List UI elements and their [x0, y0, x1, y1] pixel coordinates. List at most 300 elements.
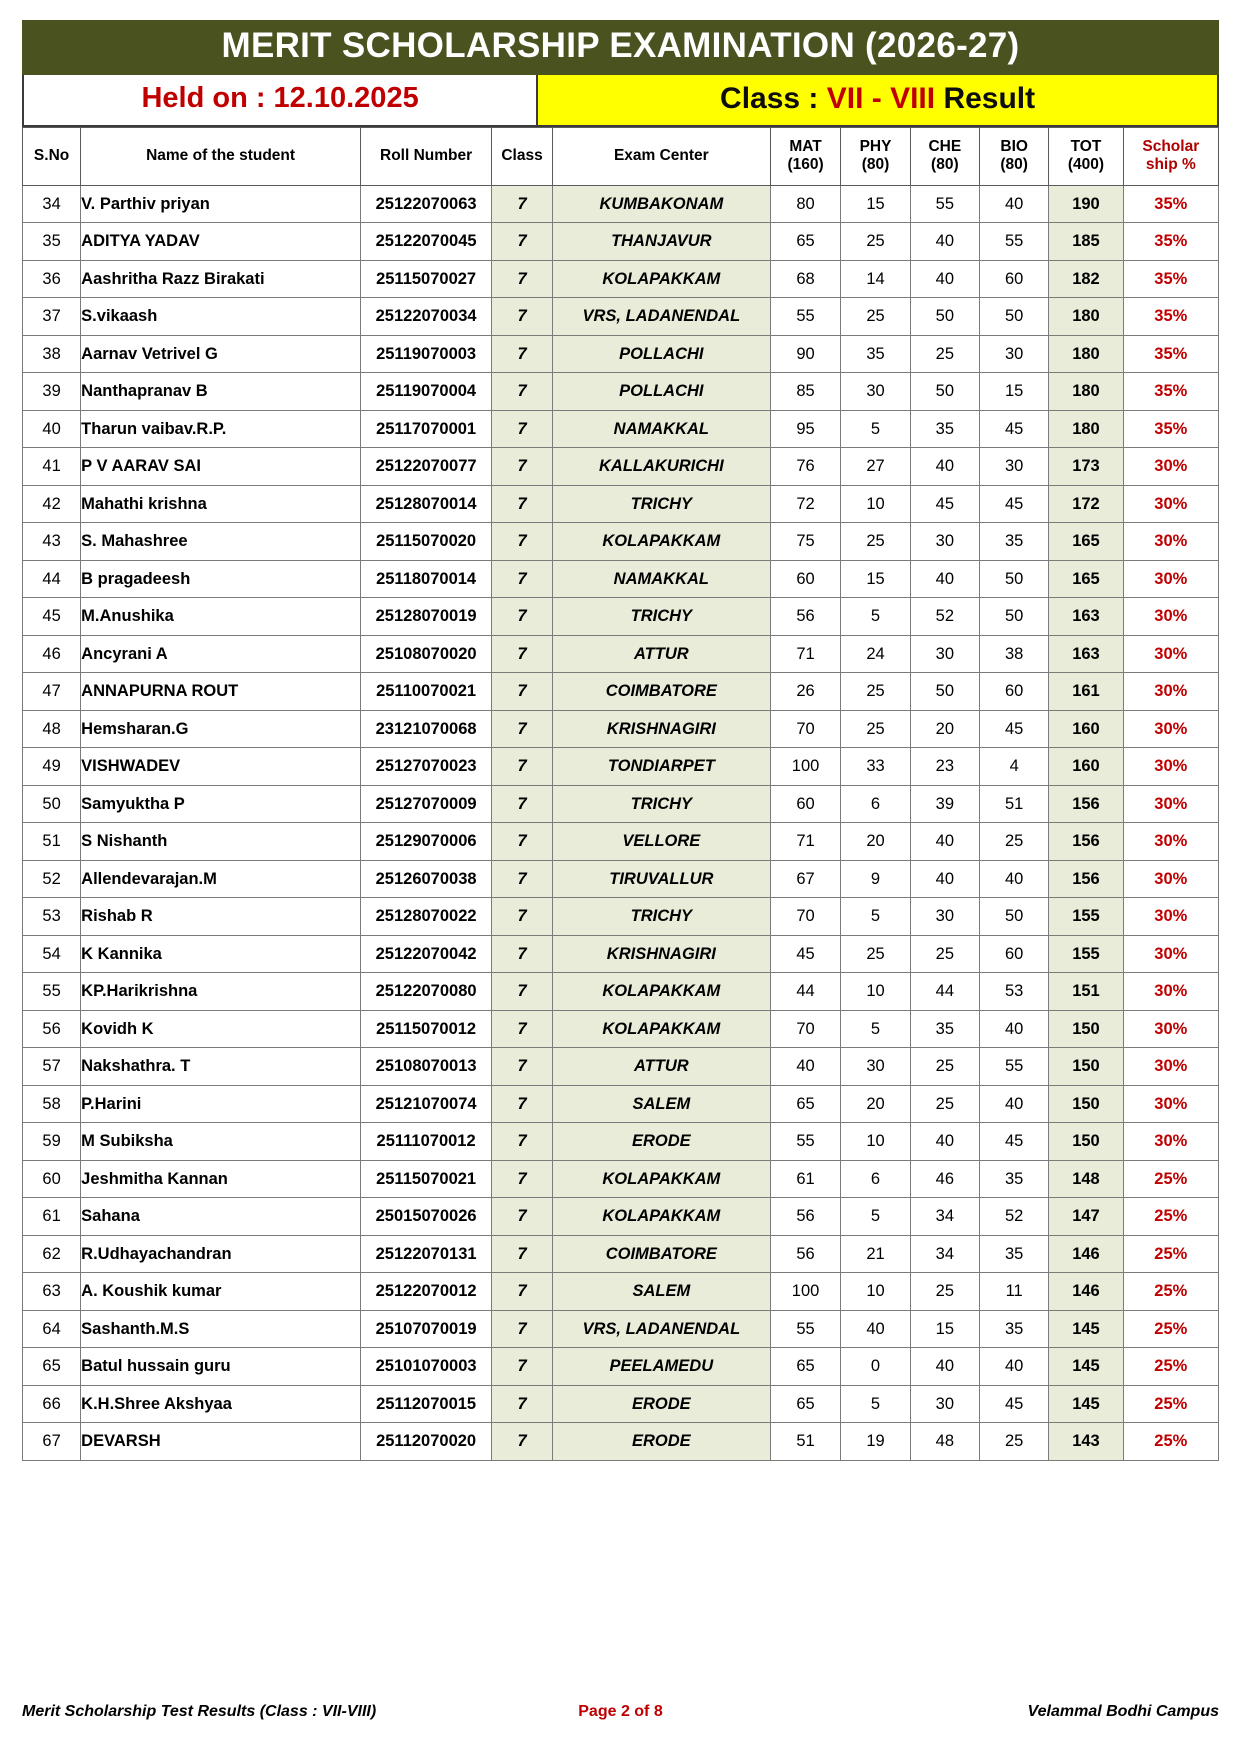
table-row [23, 523, 1219, 561]
student-total-score: 160 [1049, 710, 1123, 748]
column-header-phy-label: PHY [859, 138, 892, 156]
student-name: K Kannika [81, 935, 361, 973]
student-name: KP.Harikrishna [81, 973, 361, 1011]
student-mat-score: 60 [770, 560, 841, 598]
student-serial-number: 54 [23, 935, 81, 973]
table-row [23, 860, 1219, 898]
student-mat-score: 55 [770, 1310, 841, 1348]
student-phy-score: 25 [841, 523, 910, 561]
student-exam-center: SALEM [552, 1085, 770, 1123]
student-phy-score: 10 [841, 485, 910, 523]
student-serial-number: 63 [23, 1273, 81, 1311]
student-che-score: 50 [910, 298, 979, 336]
column-header-scholarship [1123, 127, 1218, 185]
student-class: 7 [492, 1010, 553, 1048]
page-title: MERIT SCHOLARSHIP EXAMINATION (2026-27) [22, 20, 1219, 75]
page-footer [22, 1703, 1219, 1721]
student-scholarship-percent: 30% [1123, 1123, 1218, 1161]
column-header-center-label: Exam Center [613, 147, 709, 165]
student-scholarship-percent: 25% [1123, 1198, 1218, 1236]
table-row [23, 1010, 1219, 1048]
student-exam-center: TRICHY [552, 598, 770, 636]
student-name: P.Harini [81, 1085, 361, 1123]
results-table [22, 127, 1219, 1461]
student-mat-score: 67 [770, 860, 841, 898]
student-che-score: 39 [910, 785, 979, 823]
table-row [23, 448, 1219, 486]
student-class: 7 [492, 560, 553, 598]
table-row [23, 335, 1219, 373]
student-phy-score: 33 [841, 748, 910, 786]
column-header-tot [1049, 127, 1123, 185]
student-total-score: 182 [1049, 260, 1123, 298]
student-name: V. Parthiv priyan [81, 185, 361, 223]
footer-page-number: Page 2 of 8 [578, 1703, 663, 1720]
student-serial-number: 57 [23, 1048, 81, 1086]
student-bio-score: 55 [980, 1048, 1049, 1086]
column-header-che-max: (80) [931, 156, 959, 174]
table-row [23, 898, 1219, 936]
student-mat-score: 40 [770, 1048, 841, 1086]
student-mat-score: 26 [770, 673, 841, 711]
student-name: Hemsharan.G [81, 710, 361, 748]
student-mat-score: 75 [770, 523, 841, 561]
student-roll-number: 25122070063 [360, 185, 491, 223]
student-serial-number: 40 [23, 410, 81, 448]
student-exam-center: NAMAKKAL [552, 410, 770, 448]
student-name: ANNAPURNA ROUT [81, 673, 361, 711]
student-total-score: 165 [1049, 560, 1123, 598]
student-exam-center: ATTUR [552, 635, 770, 673]
student-class: 7 [492, 598, 553, 636]
student-scholarship-percent: 30% [1123, 710, 1218, 748]
student-serial-number: 42 [23, 485, 81, 523]
student-name: P V AARAV SAI [81, 448, 361, 486]
student-che-score: 44 [910, 973, 979, 1011]
student-mat-score: 56 [770, 598, 841, 636]
student-che-score: 30 [910, 898, 979, 936]
student-roll-number: 25122070045 [360, 223, 491, 261]
student-name: Sahana [81, 1198, 361, 1236]
student-che-score: 55 [910, 185, 979, 223]
student-phy-score: 19 [841, 1423, 910, 1461]
student-exam-center: KALLAKURICHI [552, 448, 770, 486]
student-class: 7 [492, 1385, 553, 1423]
student-mat-score: 51 [770, 1423, 841, 1461]
student-total-score: 145 [1049, 1310, 1123, 1348]
student-scholarship-percent: 25% [1123, 1310, 1218, 1348]
table-body [23, 185, 1219, 1460]
table-row [23, 185, 1219, 223]
student-che-score: 40 [910, 860, 979, 898]
student-roll-number: 25117070001 [360, 410, 491, 448]
student-total-score: 146 [1049, 1235, 1123, 1273]
student-class: 7 [492, 1235, 553, 1273]
student-roll-number: 25122070042 [360, 935, 491, 973]
student-scholarship-percent: 30% [1123, 860, 1218, 898]
student-total-score: 180 [1049, 298, 1123, 336]
student-total-score: 156 [1049, 785, 1123, 823]
student-class: 7 [492, 823, 553, 861]
student-class: 7 [492, 1160, 553, 1198]
student-roll-number: 25129070006 [360, 823, 491, 861]
student-class: 7 [492, 785, 553, 823]
column-header-mat [770, 127, 841, 185]
student-scholarship-percent: 25% [1123, 1385, 1218, 1423]
column-header-mat-label: MAT [789, 138, 822, 156]
student-name: B pragadeesh [81, 560, 361, 598]
student-bio-score: 38 [980, 635, 1049, 673]
student-name: VISHWADEV [81, 748, 361, 786]
class-value: VII - VIII [826, 81, 936, 115]
student-name: Samyuktha P [81, 785, 361, 823]
student-scholarship-percent: 30% [1123, 935, 1218, 973]
student-roll-number: 25122070077 [360, 448, 491, 486]
student-serial-number: 41 [23, 448, 81, 486]
student-name: Nanthapranav B [81, 373, 361, 411]
column-header-scholarship-sub: ship % [1145, 156, 1196, 174]
student-bio-score: 50 [980, 598, 1049, 636]
student-mat-score: 44 [770, 973, 841, 1011]
student-exam-center: ERODE [552, 1123, 770, 1161]
student-bio-score: 50 [980, 898, 1049, 936]
student-phy-score: 9 [841, 860, 910, 898]
column-header-tot-max: (400) [1067, 156, 1105, 174]
student-serial-number: 62 [23, 1235, 81, 1273]
student-class: 7 [492, 373, 553, 411]
student-class: 7 [492, 523, 553, 561]
student-serial-number: 59 [23, 1123, 81, 1161]
student-scholarship-percent: 35% [1123, 223, 1218, 261]
student-roll-number: 25112070015 [360, 1385, 491, 1423]
column-header-scholarship-label: Scholar [1142, 138, 1200, 156]
student-mat-score: 65 [770, 1385, 841, 1423]
student-scholarship-percent: 25% [1123, 1160, 1218, 1198]
student-roll-number: 25128070014 [360, 485, 491, 523]
student-che-score: 15 [910, 1310, 979, 1348]
student-name: Ancyrani A [81, 635, 361, 673]
student-bio-score: 40 [980, 1085, 1049, 1123]
student-name: K.H.Shree Akshyaa [81, 1385, 361, 1423]
student-exam-center: TONDIARPET [552, 748, 770, 786]
student-mat-score: 56 [770, 1198, 841, 1236]
student-total-score: 180 [1049, 373, 1123, 411]
student-total-score: 150 [1049, 1123, 1123, 1161]
student-scholarship-percent: 25% [1123, 1348, 1218, 1386]
student-scholarship-percent: 35% [1123, 373, 1218, 411]
student-bio-score: 50 [980, 298, 1049, 336]
student-name: Jeshmitha Kannan [81, 1160, 361, 1198]
student-serial-number: 38 [23, 335, 81, 373]
student-serial-number: 37 [23, 298, 81, 336]
student-che-score: 40 [910, 260, 979, 298]
column-header-roll-label: Roll Number [380, 147, 473, 165]
student-exam-center: SALEM [552, 1273, 770, 1311]
student-serial-number: 45 [23, 598, 81, 636]
student-phy-score: 5 [841, 410, 910, 448]
student-bio-score: 40 [980, 1348, 1049, 1386]
student-che-score: 25 [910, 1085, 979, 1123]
student-total-score: 150 [1049, 1010, 1123, 1048]
student-phy-score: 6 [841, 785, 910, 823]
student-exam-center: NAMAKKAL [552, 560, 770, 598]
student-class: 7 [492, 335, 553, 373]
column-header-phy [841, 127, 910, 185]
table-row [23, 410, 1219, 448]
student-serial-number: 49 [23, 748, 81, 786]
table-row [23, 1385, 1219, 1423]
table-row [23, 1085, 1219, 1123]
student-class: 7 [492, 1123, 553, 1161]
student-bio-score: 45 [980, 485, 1049, 523]
student-che-score: 48 [910, 1423, 979, 1461]
student-exam-center: VRS, LADANENDAL [552, 1310, 770, 1348]
student-serial-number: 50 [23, 785, 81, 823]
student-scholarship-percent: 30% [1123, 973, 1218, 1011]
subheader-row [22, 75, 1219, 127]
student-name: Allendevarajan.M [81, 860, 361, 898]
table-row [23, 1123, 1219, 1161]
table-row [23, 1048, 1219, 1086]
student-bio-score: 40 [980, 1010, 1049, 1048]
student-mat-score: 65 [770, 1085, 841, 1123]
student-total-score: 143 [1049, 1423, 1123, 1461]
student-name: Batul hussain guru [81, 1348, 361, 1386]
student-total-score: 150 [1049, 1048, 1123, 1086]
student-bio-score: 60 [980, 260, 1049, 298]
student-total-score: 145 [1049, 1385, 1123, 1423]
student-phy-score: 30 [841, 373, 910, 411]
student-phy-score: 10 [841, 1123, 910, 1161]
student-phy-score: 15 [841, 560, 910, 598]
student-mat-score: 65 [770, 1348, 841, 1386]
column-header-bio-max: (80) [1000, 156, 1028, 174]
student-class: 7 [492, 860, 553, 898]
student-che-score: 40 [910, 560, 979, 598]
student-exam-center: KRISHNAGIRI [552, 935, 770, 973]
student-che-score: 30 [910, 523, 979, 561]
student-roll-number: 25110070021 [360, 673, 491, 711]
student-che-score: 25 [910, 335, 979, 373]
student-mat-score: 100 [770, 748, 841, 786]
student-name: S Nishanth [81, 823, 361, 861]
student-name: Nakshathra. T [81, 1048, 361, 1086]
table-row [23, 1348, 1219, 1386]
student-phy-score: 20 [841, 823, 910, 861]
student-exam-center: KOLAPAKKAM [552, 1160, 770, 1198]
column-header-phy-max: (80) [861, 156, 890, 174]
student-roll-number: 25107070019 [360, 1310, 491, 1348]
student-phy-score: 5 [841, 1010, 910, 1048]
column-header-che-label: CHE [928, 138, 962, 156]
student-scholarship-percent: 30% [1123, 1010, 1218, 1048]
student-phy-score: 15 [841, 185, 910, 223]
table-row [23, 373, 1219, 411]
table-row [23, 260, 1219, 298]
student-che-score: 25 [910, 935, 979, 973]
class-label-prefix: Class : [720, 81, 827, 115]
student-class: 7 [492, 635, 553, 673]
student-phy-score: 24 [841, 635, 910, 673]
student-name: Rishab R [81, 898, 361, 936]
student-exam-center: KOLAPAKKAM [552, 973, 770, 1011]
student-bio-score: 25 [980, 1423, 1049, 1461]
student-phy-score: 40 [841, 1310, 910, 1348]
student-total-score: 172 [1049, 485, 1123, 523]
student-bio-score: 4 [980, 748, 1049, 786]
student-che-score: 52 [910, 598, 979, 636]
table-row [23, 1198, 1219, 1236]
student-serial-number: 64 [23, 1310, 81, 1348]
student-bio-score: 15 [980, 373, 1049, 411]
table-row [23, 1235, 1219, 1273]
student-bio-score: 30 [980, 335, 1049, 373]
student-serial-number: 55 [23, 973, 81, 1011]
table-row [23, 223, 1219, 261]
student-scholarship-percent: 35% [1123, 185, 1218, 223]
student-serial-number: 43 [23, 523, 81, 561]
student-total-score: 163 [1049, 635, 1123, 673]
student-serial-number: 53 [23, 898, 81, 936]
table-row [23, 710, 1219, 748]
student-exam-center: TRICHY [552, 898, 770, 936]
student-bio-score: 40 [980, 860, 1049, 898]
student-exam-center: ERODE [552, 1423, 770, 1461]
student-roll-number: 25115070020 [360, 523, 491, 561]
column-header-che [910, 127, 979, 185]
table-row [23, 635, 1219, 673]
student-roll-number: 25128070022 [360, 898, 491, 936]
student-roll-number: 25127070023 [360, 748, 491, 786]
student-class: 7 [492, 1348, 553, 1386]
column-header-mat-max: (160) [787, 156, 824, 174]
class-result-label [538, 75, 1217, 127]
student-exam-center: ATTUR [552, 1048, 770, 1086]
student-total-score: 185 [1049, 223, 1123, 261]
table-row [23, 1160, 1219, 1198]
student-exam-center: KOLAPAKKAM [552, 1198, 770, 1236]
student-phy-score: 14 [841, 260, 910, 298]
student-class: 7 [492, 448, 553, 486]
student-total-score: 151 [1049, 973, 1123, 1011]
student-exam-center: COIMBATORE [552, 1235, 770, 1273]
student-class: 7 [492, 935, 553, 973]
student-phy-score: 25 [841, 298, 910, 336]
student-che-score: 35 [910, 410, 979, 448]
column-header-class [492, 127, 553, 185]
student-serial-number: 44 [23, 560, 81, 598]
held-on-label: Held on : 12.10.2025 [24, 75, 538, 127]
student-scholarship-percent: 30% [1123, 523, 1218, 561]
student-exam-center: KUMBAKONAM [552, 185, 770, 223]
student-che-score: 25 [910, 1048, 979, 1086]
student-che-score: 40 [910, 223, 979, 261]
student-phy-score: 27 [841, 448, 910, 486]
student-class: 7 [492, 1085, 553, 1123]
student-bio-score: 35 [980, 1235, 1049, 1273]
student-serial-number: 47 [23, 673, 81, 711]
student-serial-number: 34 [23, 185, 81, 223]
table-row [23, 673, 1219, 711]
student-mat-score: 56 [770, 1235, 841, 1273]
student-class: 7 [492, 1048, 553, 1086]
student-serial-number: 65 [23, 1348, 81, 1386]
student-scholarship-percent: 35% [1123, 335, 1218, 373]
student-phy-score: 0 [841, 1348, 910, 1386]
student-scholarship-percent: 30% [1123, 635, 1218, 673]
student-roll-number: 25108070020 [360, 635, 491, 673]
student-bio-score: 45 [980, 1385, 1049, 1423]
student-che-score: 34 [910, 1235, 979, 1273]
student-name: S. Mahashree [81, 523, 361, 561]
student-mat-score: 68 [770, 260, 841, 298]
student-class: 7 [492, 1310, 553, 1348]
student-serial-number: 61 [23, 1198, 81, 1236]
table-row [23, 1310, 1219, 1348]
student-total-score: 150 [1049, 1085, 1123, 1123]
student-phy-score: 30 [841, 1048, 910, 1086]
student-roll-number: 25127070009 [360, 785, 491, 823]
table-row [23, 298, 1219, 336]
student-bio-score: 30 [980, 448, 1049, 486]
student-bio-score: 25 [980, 823, 1049, 861]
student-scholarship-percent: 25% [1123, 1273, 1218, 1311]
student-name: A. Koushik kumar [81, 1273, 361, 1311]
student-phy-score: 5 [841, 898, 910, 936]
student-scholarship-percent: 35% [1123, 298, 1218, 336]
student-total-score: 148 [1049, 1160, 1123, 1198]
student-bio-score: 45 [980, 1123, 1049, 1161]
student-class: 7 [492, 1198, 553, 1236]
student-class: 7 [492, 710, 553, 748]
table-row [23, 748, 1219, 786]
student-serial-number: 39 [23, 373, 81, 411]
student-exam-center: KRISHNAGIRI [552, 710, 770, 748]
footer-institution: Velammal Bodhi Campus [1027, 1703, 1219, 1720]
student-name: R.Udhayachandran [81, 1235, 361, 1273]
student-mat-score: 90 [770, 335, 841, 373]
student-mat-score: 45 [770, 935, 841, 973]
student-class: 7 [492, 673, 553, 711]
student-che-score: 35 [910, 1010, 979, 1048]
student-serial-number: 36 [23, 260, 81, 298]
table-row [23, 823, 1219, 861]
student-exam-center: VRS, LADANENDAL [552, 298, 770, 336]
student-che-score: 30 [910, 1385, 979, 1423]
student-che-score: 34 [910, 1198, 979, 1236]
table-row [23, 935, 1219, 973]
student-name: M.Anushika [81, 598, 361, 636]
student-mat-score: 55 [770, 1123, 841, 1161]
student-mat-score: 65 [770, 223, 841, 261]
student-scholarship-percent: 30% [1123, 560, 1218, 598]
student-mat-score: 71 [770, 823, 841, 861]
student-mat-score: 100 [770, 1273, 841, 1311]
student-serial-number: 60 [23, 1160, 81, 1198]
student-scholarship-percent: 30% [1123, 785, 1218, 823]
student-serial-number: 56 [23, 1010, 81, 1048]
table-row [23, 1273, 1219, 1311]
student-total-score: 190 [1049, 185, 1123, 223]
student-mat-score: 76 [770, 448, 841, 486]
student-che-score: 50 [910, 373, 979, 411]
student-phy-score: 6 [841, 1160, 910, 1198]
student-bio-score: 45 [980, 710, 1049, 748]
student-exam-center: THANJAVUR [552, 223, 770, 261]
student-total-score: 155 [1049, 898, 1123, 936]
student-mat-score: 60 [770, 785, 841, 823]
student-bio-score: 51 [980, 785, 1049, 823]
